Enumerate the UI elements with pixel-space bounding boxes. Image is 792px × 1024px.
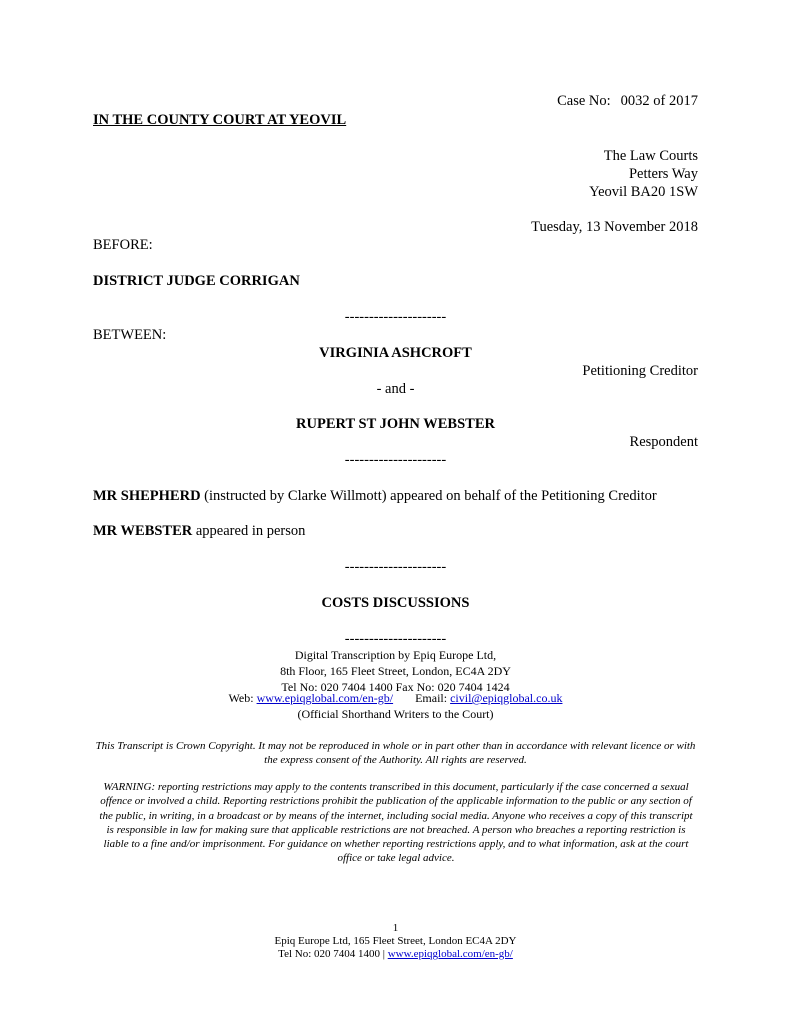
divider: --------------------- xyxy=(344,559,447,575)
footer-contact xyxy=(93,947,698,961)
page-number: 1 xyxy=(392,922,399,934)
divider: --------------------- xyxy=(344,309,447,325)
footer-tel: Tel No: 020 7404 1400 | xyxy=(278,948,388,960)
appearance-webster xyxy=(93,522,698,540)
respondent-name: RUPERT ST JOHN WEBSTER xyxy=(296,416,495,432)
court-name-text: IN THE COUNTY COURT AT YEOVIL xyxy=(93,112,347,128)
transcriber-line-3: Tel No: 020 7404 1400 Fax No: 020 7404 1424 xyxy=(281,680,510,694)
appearance-shepherd xyxy=(93,487,698,505)
case-number-line xyxy=(93,92,698,110)
court-address-line-1: The Law Courts xyxy=(603,148,698,164)
and-separator: - and - xyxy=(376,381,415,397)
appearance-text: appeared in person xyxy=(192,523,306,539)
respondent-role: Respondent xyxy=(629,434,698,450)
case-number-value: 0032 of 2017 xyxy=(620,93,698,109)
divider: --------------------- xyxy=(344,452,447,468)
case-number-label: Case No: xyxy=(557,93,611,109)
hearing-date: Tuesday, 13 November 2018 xyxy=(531,219,698,235)
respondent-appearance-name: MR WEBSTER xyxy=(93,523,193,539)
document-title: COSTS DISCUSSIONS xyxy=(321,595,470,611)
transcriber-contact-line xyxy=(93,690,698,706)
before-label: BEFORE: xyxy=(93,237,153,253)
email-link[interactable]: civil@epiqglobal.co.uk xyxy=(450,691,563,705)
court-address-line-2: Petters Way xyxy=(628,166,698,182)
between-label: BETWEEN: xyxy=(93,327,167,343)
web-link[interactable]: www.epiqglobal.com/en-gb/ xyxy=(256,691,394,705)
email-label: Email: xyxy=(415,691,451,705)
transcriber-line-2: 8th Floor, 165 Fleet Street, London, EC4A 2DY xyxy=(280,664,511,678)
counsel-name: MR SHEPHERD xyxy=(93,488,201,504)
court-address-line-3: Yeovil BA20 1SW xyxy=(589,184,698,200)
judge-name: DISTRICT JUDGE CORRIGAN xyxy=(93,273,300,289)
petitioner-role: Petitioning Creditor xyxy=(582,363,698,379)
appearance-text: (instructed by Clarke Willmott) appeared on behalf of the Petitioning Creditor xyxy=(200,488,657,504)
copyright-notice: This Transcript is Crown Copyright. It may not be reproduced in whole or in part other than in accordance with relevant licence or with the express consent of the Authority. All rights are reserved. xyxy=(95,740,696,767)
petitioner-name: VIRGINIA ASHCROFT xyxy=(319,345,472,361)
divider: --------------------- xyxy=(344,631,447,647)
footer-address: Epiq Europe Ltd, 165 Fleet Street, London EC4A 2DY xyxy=(274,935,517,947)
footer-web-link[interactable]: www.epiqglobal.com/en-gb/ xyxy=(387,948,513,960)
transcriber-line-5: (Official Shorthand Writers to the Court) xyxy=(297,707,494,721)
web-label: Web: xyxy=(228,691,257,705)
court-name xyxy=(93,111,698,129)
transcriber-line-1: Digital Transcription by Epiq Europe Ltd, xyxy=(294,648,497,662)
reporting-restrictions-warning: WARNING: reporting restrictions may apply to the contents transcribed in this document, particularly if the case concerned a sexual offence or involved a child. Reporting restrictions prohibit the publication of the applicable information to the public or any section of the public, in writing, in a broadcast or by means of the internet, including social media. Anyone who receives a copy of this transcript is responsible in law for making sure that applicable restrictions are not breached. A person who breaches a reporting restriction is liable to a fine and/or imprisonment. For guidance on whether reporting restrictions apply, and to what information, ask at the court office or take legal advice. xyxy=(99,781,693,865)
